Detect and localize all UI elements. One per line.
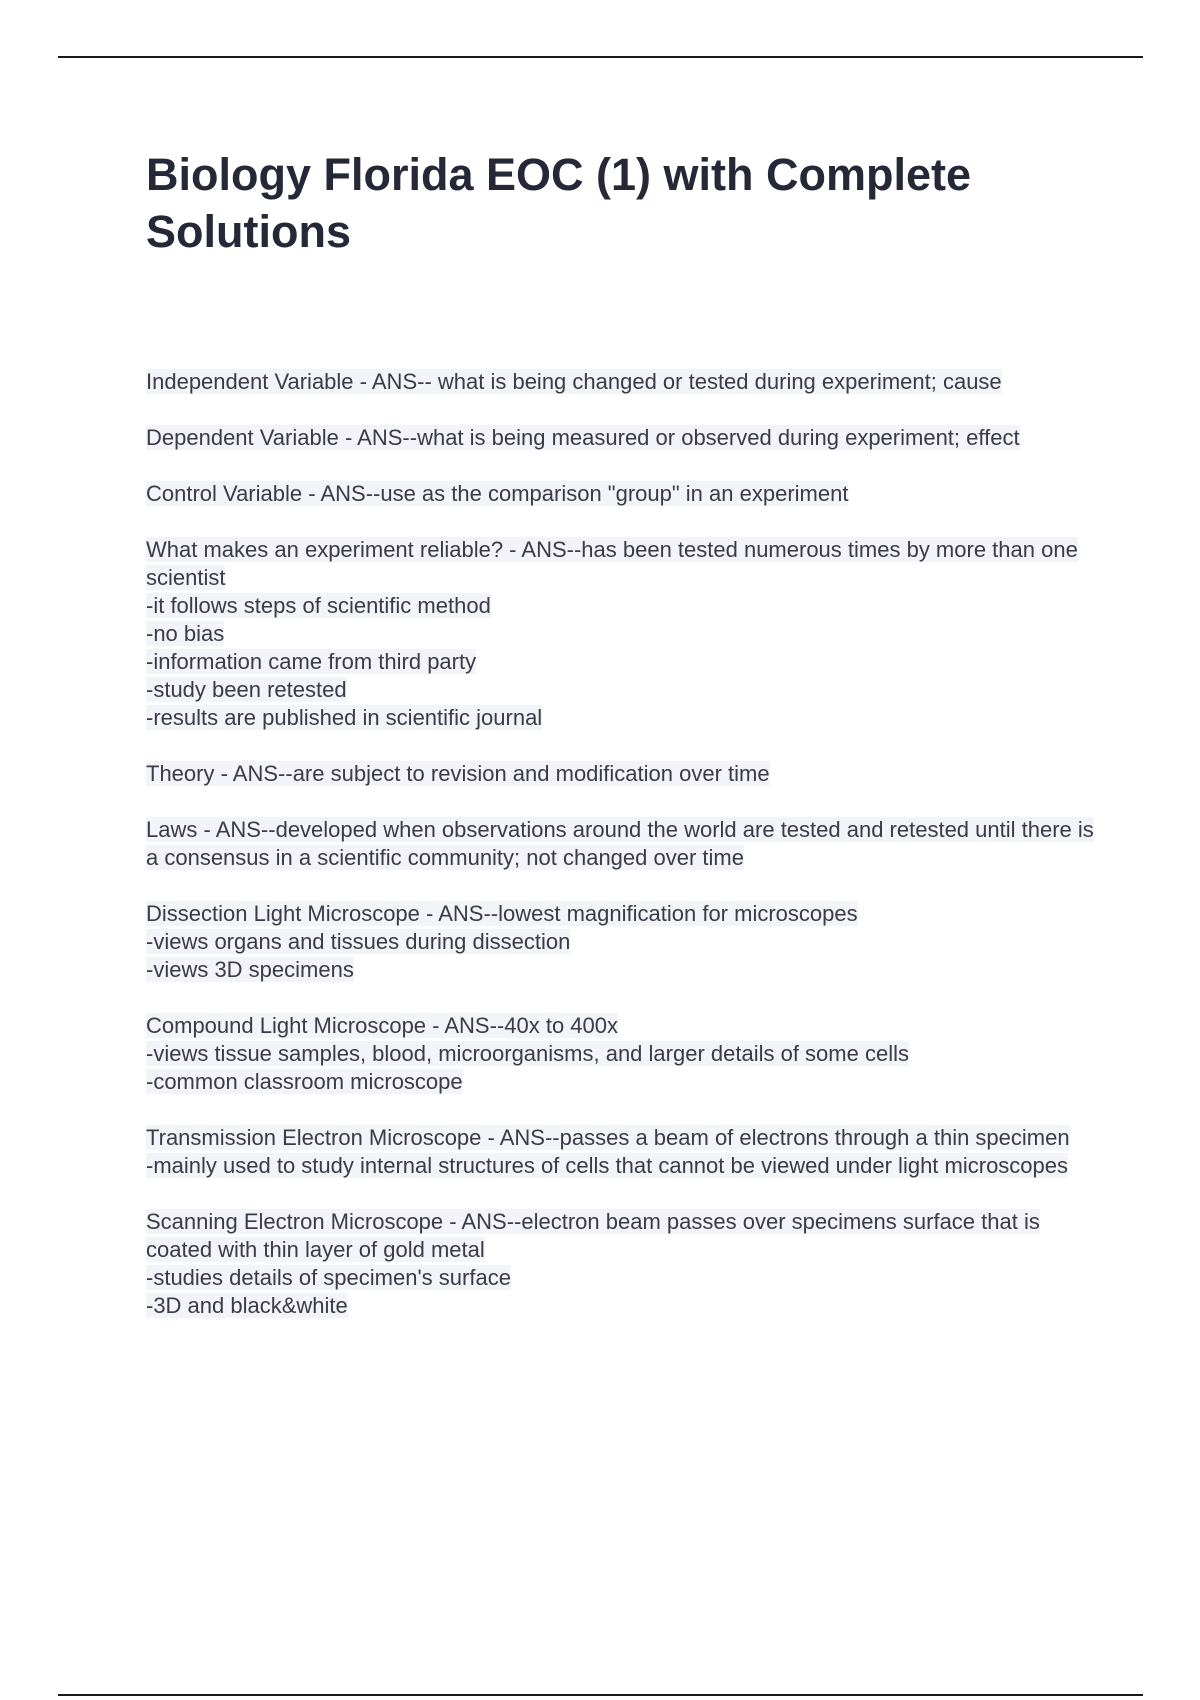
document-title: Biology Florida EOC (1) with Complete Solutions (146, 149, 972, 257)
qa-bullet: -views organs and tissues during dissection (146, 929, 571, 954)
qa-bullet: -3D and black&white (146, 1293, 348, 1318)
qa-entry (146, 1124, 1096, 1180)
qa-bullet: -results are published in scientific journal (146, 705, 543, 730)
qa-bullet: -studies details of specimen's surface (146, 1265, 511, 1290)
qa-text: Scanning Electron Microscope - ANS--electron beam passes over specimens surface that is coated with thin layer of gold metal (146, 1209, 1040, 1262)
qa-entry (146, 536, 1096, 732)
qa-text: Dissection Light Microscope - ANS--lowest magnification for microscopes (146, 901, 858, 926)
qa-bullet: -common classroom microscope (146, 1069, 463, 1094)
qa-bullet: -it follows steps of scientific method (146, 593, 491, 618)
bottom-rule (58, 1694, 1143, 1696)
qa-entry (146, 1208, 1096, 1320)
qa-entry (146, 480, 1096, 508)
qa-bullet: -views 3D specimens (146, 957, 354, 982)
qa-entry (146, 900, 1096, 984)
qa-entry (146, 424, 1096, 452)
qa-text: Independent Variable - ANS-- what is being changed or tested during experiment; cause (146, 369, 1002, 394)
qa-text: Compound Light Microscope - ANS--40x to 400x (146, 1013, 619, 1038)
qa-list (146, 368, 1096, 1320)
qa-entry (146, 368, 1096, 396)
qa-entry (146, 816, 1096, 872)
qa-entry (146, 760, 1096, 788)
qa-text: Laws - ANS--developed when observations around the world are tested and retested until there is a consensus in a scientific community; not changed over time (146, 817, 1094, 870)
qa-text: Theory - ANS--are subject to revision and modification over time (146, 761, 770, 786)
qa-text: Control Variable - ANS--use as the comparison "group" in an experiment (146, 481, 849, 506)
document-body (146, 146, 1096, 1348)
qa-bullet: -views tissue samples, blood, microorganisms, and larger details of some cells (146, 1041, 909, 1066)
qa-text: What makes an experiment reliable? - ANS--has been tested numerous times by more than one scientist (146, 537, 1078, 590)
qa-bullet: -study been retested (146, 677, 347, 702)
qa-bullet: -information came from third party (146, 649, 477, 674)
qa-text: Transmission Electron Microscope - ANS--passes a beam of electrons through a thin specimen (146, 1125, 1070, 1150)
qa-text: Dependent Variable - ANS--what is being measured or observed during experiment; effect (146, 425, 1020, 450)
qa-bullet: -no bias (146, 621, 225, 646)
top-rule (58, 56, 1143, 58)
qa-entry (146, 1012, 1096, 1096)
qa-bullet: -mainly used to study internal structures of cells that cannot be viewed under light microscopes (146, 1153, 1069, 1178)
